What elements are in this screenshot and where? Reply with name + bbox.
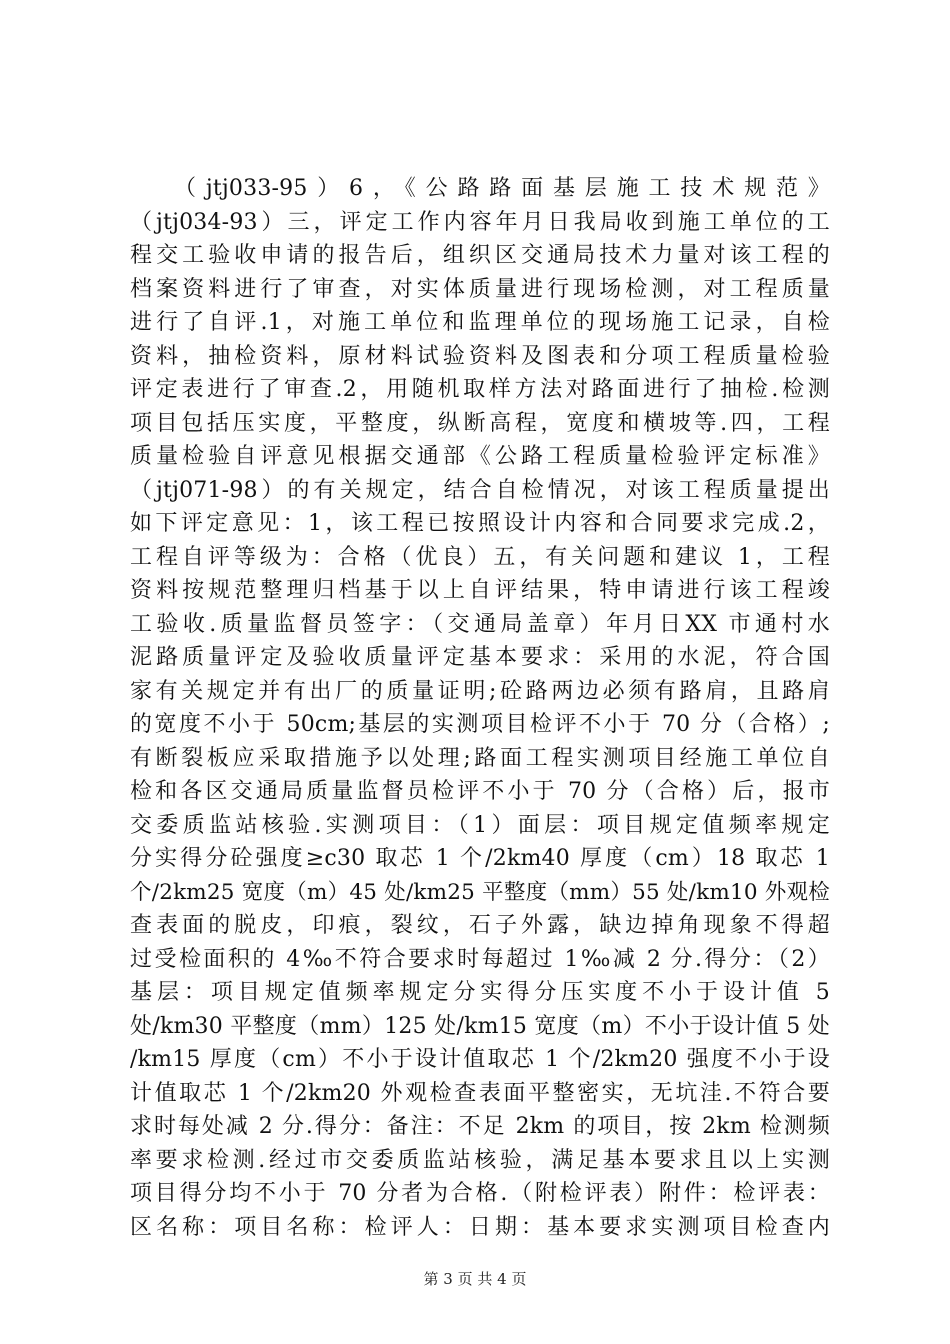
text-line: 程交工验收申请的报告后，组织区交通局技术力量对该工程的 (130, 243, 830, 268)
text-line: （jtj034-93）三，评定工作内容年月日我局收到施工单位的工 (130, 209, 830, 235)
text-line: 分实得分砼强度≥c30 取芯 1 个/2km40 厚度（cm）18 取芯 1 (130, 846, 830, 871)
text-line: 质量检验自评意见根据交通部《公路工程质量检验评定标准》 (130, 444, 830, 469)
text-line: 项目得分均不小于 70 分者为合格.（附检评表）附件：检评表： (130, 1181, 830, 1206)
text-line: （jtj071-98）的有关规定，结合自检情况，对该工程质量提出 (130, 477, 830, 503)
text-line: 进行了自评.1，对施工单位和监理单位的现场施工记录，自检 (130, 310, 830, 335)
text-line: 检和各区交通局质量监督员检评不小于 70 分（合格）后，报市 (130, 779, 830, 804)
text-line: /km15 厚度（cm）不小于设计值取芯 1 个/2km20 强度不小于设 (130, 1047, 830, 1072)
text-line: 计值取芯 1 个/2km20 外观检查表面平整密实，无坑洼.不符合要 (130, 1080, 830, 1106)
page-footer: 第 3 页 共 4 页 (423, 1270, 527, 1288)
text-line: 档案资料进行了审查，对实体质量进行现场检测，对工程质量 (130, 276, 830, 302)
text-line: 工验收.质量监督员签字：（交通局盖章）年月日XX 市通村水 (130, 611, 830, 637)
text-line: 有断裂板应采取措施予以处理;路面工程实测项目经施工单位自 (130, 745, 830, 771)
text-line: 工程自评等级为：合格（优良）五，有关问题和建议 1，工程 (130, 544, 830, 570)
text-line: 家有关规定并有出厂的质量证明;砼路两边必须有路肩，且路肩 (130, 678, 830, 704)
text-line: 求时每处减 2 分.得分：备注：不足 2km 的项目，按 2km 检测频 (130, 1114, 830, 1139)
text-line: 评定表进行了审查.2，用随机取样方法对路面进行了抽检.检测 (130, 377, 830, 402)
text-line: 资料按规范整理归档基于以上自评结果，特申请进行该工程竣 (130, 578, 830, 603)
text-line: 交委质监站核验.实测项目：（1）面层：项目规定值频率规定 (130, 812, 830, 838)
text-line: 资料，抽检资料，原材料试验资料及图表和分项工程质量检验 (130, 343, 830, 369)
text-line: 基层：项目规定值频率规定分实得分压实度不小于设计值 5 (130, 980, 830, 1005)
text-line: 个/2km25 宽度（m）45 处/km25 平整度（mm）55 处/km10 外观检 (130, 879, 830, 905)
text-line: （jtj033-95）6，《公路路面基层施工技术规范》 (174, 176, 830, 201)
text-line: 区名称：项目名称：检评人：日期：基本要求实测项目检查内 (130, 1214, 830, 1240)
text-line: 如下评定意见：1，该工程已按照设计内容和合同要求完成.2， (130, 511, 830, 536)
text-line: 处/km30 平整度（mm）125 处/km15 宽度（m）不小于设计值 5 处 (130, 1013, 830, 1039)
text-line: 过受检面积的 4‰不符合要求时每超过 1‰减 2 分.得分：（2） (130, 946, 830, 972)
text-line: 查表面的脱皮，印痕，裂纹，石子外露，缺边掉角现象不得超 (130, 913, 830, 938)
document-body (130, 172, 830, 1244)
text-line: 的宽度不小于 50cm;基层的实测项目检评不小于 70 分（合格）; (130, 712, 830, 737)
text-line: 项目包括压实度，平整度，纵断高程，宽度和横坡等.四，工程 (130, 410, 830, 436)
text-line: 率要求检测.经过市交委质监站核验，满足基本要求且以上实测 (130, 1147, 830, 1173)
text-line: 泥路质量评定及验收质量评定基本要求：采用的水泥，符合国 (130, 645, 830, 670)
